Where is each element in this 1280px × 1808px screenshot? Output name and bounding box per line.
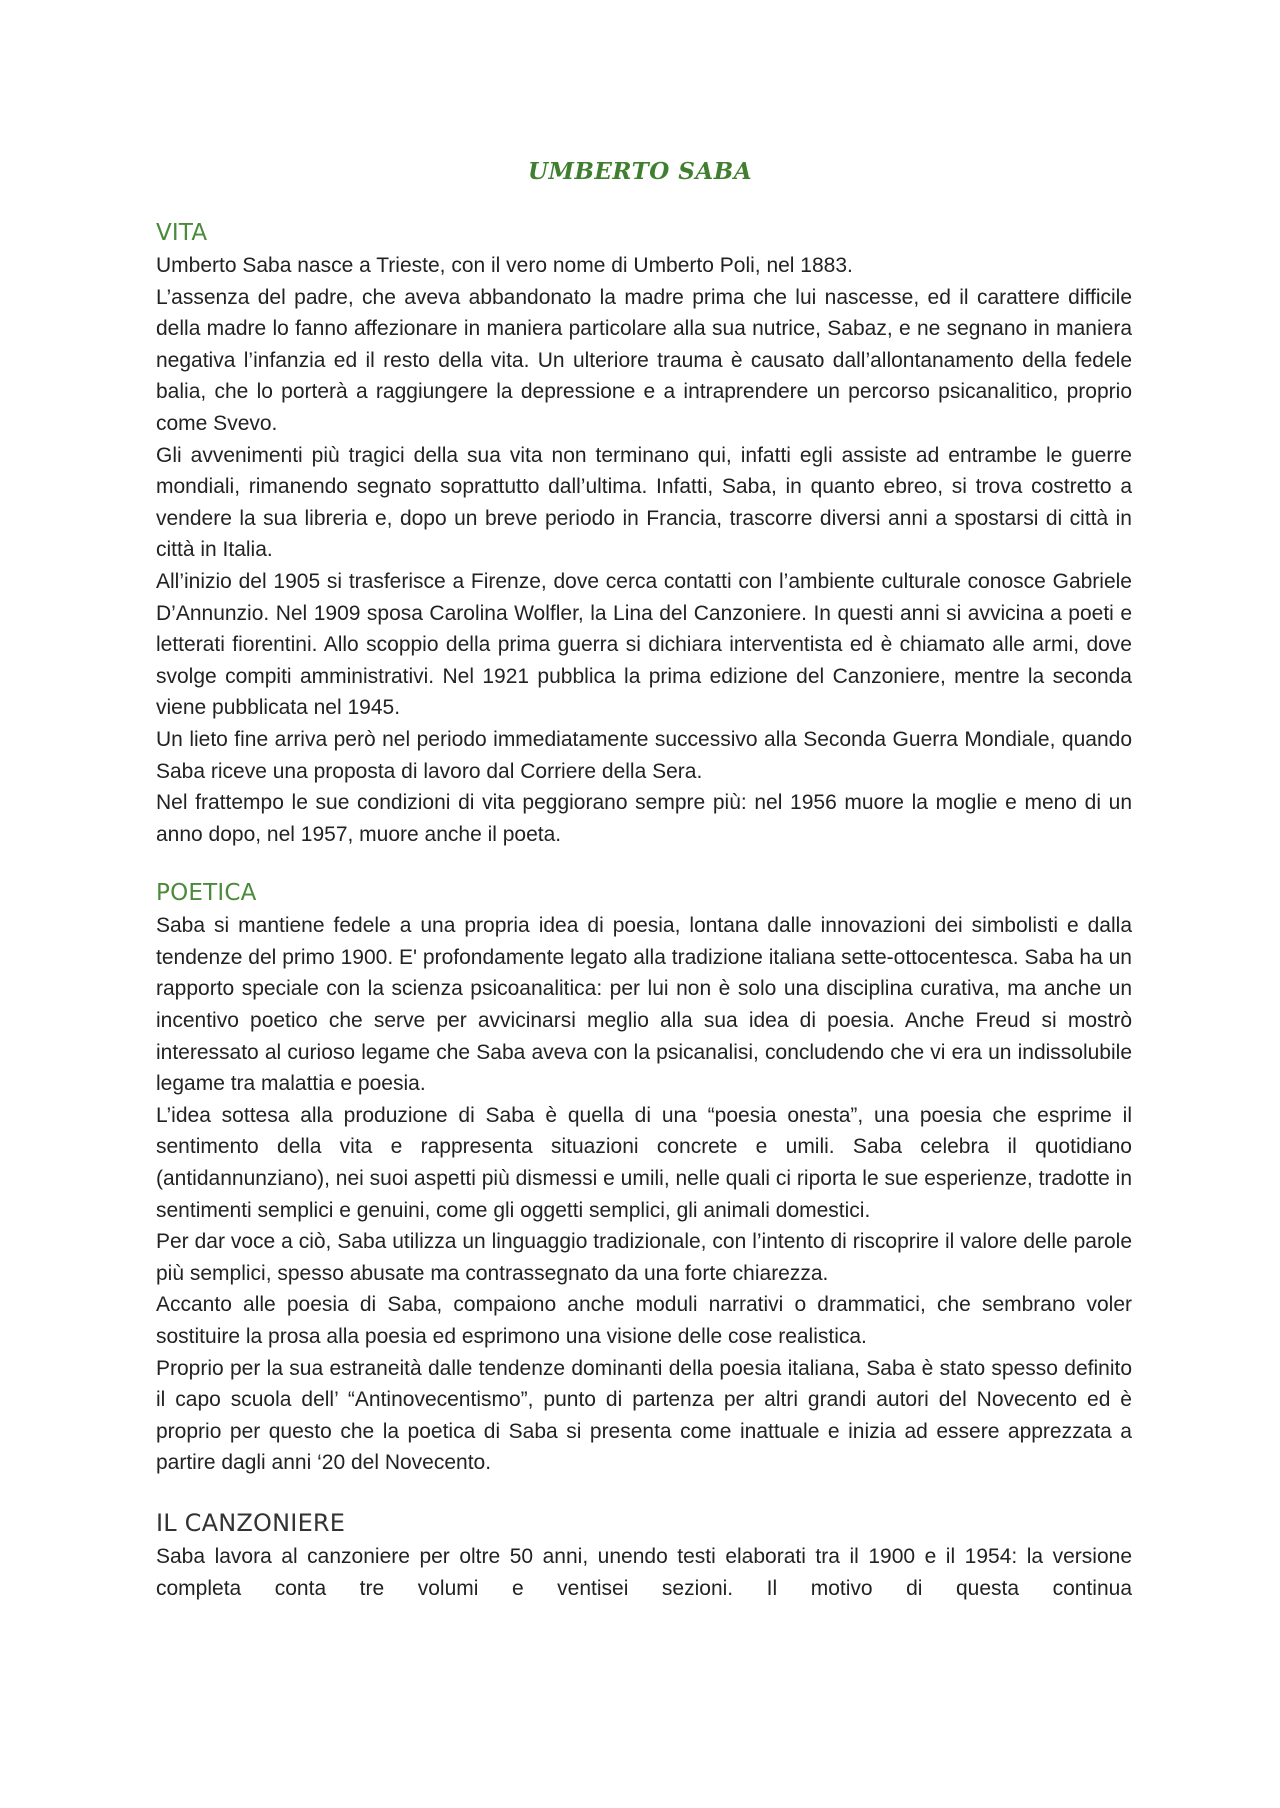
paragraph: Un lieto fine arriva però nel periodo immediatamente successivo alla Seconda Guerra Mondiale, quando Saba riceve una proposta di lavoro dal Corriere della Sera. [156,727,1132,783]
paragraph: Per dar voce a ciò, Saba utilizza un linguaggio tradizionale, con l’intento di riscoprire il valore delle parole più semplici, spesso abusate ma contrassegnato da una forte chiarezza. [156,1230,1132,1285]
section-heading-poetica: POETICA [156,880,257,907]
section-heading-il-canzoniere: IL CANZONIERE [156,1508,346,1537]
section-poetica [156,878,1132,1479]
section-il-canzoniere [156,1507,1132,1604]
document-title: UMBERTO SABA [527,158,753,185]
paragraph: Gli avvenimenti più tragici della sua vita non terminano qui, infatti egli assiste ad entrambe le guerre mondiali, rimanendo segnato soprattutto dall’ultima. Infatti, Saba, in quanto ebreo, si trova costretto a vendere la sua libreria e, dopo un breve periodo in Francia, trascorre diversi anni a spostarsi di città in città in Italia. [156,443,1132,562]
paragraph: Proprio per la sua estraneità dalle tendenze dominanti della poesia italiana, Saba è stato spesso definito il capo scuola dell’ “Antinovecentismo”, punto di partenza per altri grandi autori del Novecento ed è proprio per questo che la poetica di Saba si presenta come inattuale e inizia ad essere apprezzata a partire dagli anni ‘20 del Novecento. [156,1356,1132,1475]
paragraph: Nel frattempo le sue condizioni di vita peggiorano sempre più: nel 1956 muore la moglie e meno di un anno dopo, nel 1957, muore anche il poeta. [156,791,1132,846]
paragraph: Saba lavora al canzoniere per oltre 50 anni, unendo testi elaborati tra il 1900 e il 1954: la versione completa conta tre volumi e ventisei sezioni. Il motivo di questa continua [156,1544,1132,1600]
paragraph: Accanto alle poesia di Saba, compaiono anche moduli narrativi o drammatici, che sembrano voler sostituire la prosa alla poesia ed esprimono una visione delle cose realistica. [156,1293,1132,1348]
paragraph: L’assenza del padre, che aveva abbandonato la madre prima che lui nascesse, ed il carattere difficile della madre lo fanno affezionare in maniera particolare alla sua nutrice, Sabaz, e ne segnano in maniera negativa l’infanzia ed il resto della vita. Un ulteriore trauma è causato dall’allontanamento della fedele balia, che lo porterà a raggiungere la depressione e a intraprendere un percorso psicanalitico, proprio come Svevo. [156,285,1132,435]
paragraph: Umberto Saba nasce a Trieste, con il vero nome di Umberto Poli, nel 1883. [156,254,853,277]
paragraph: All’inizio del 1905 si trasferisce a Firenze, dove cerca contatti con l’ambiente culturale conosce Gabriele D’Annunzio. Nel 1909 sposa Carolina Wolfler, la Lina del Canzoniere. In questi anni si avvicina a poeti e letterati fiorentini. Allo scoppio della prima guerra si dichiara interventista ed è chiamato alle armi, dove svolge compiti amministrativi. Nel 1921 pubblica la prima edizione del Canzoniere, mentre la seconda viene pubblicata nel 1945. [156,569,1132,720]
paragraph: L’idea sottesa alla produzione di Saba è quella di una “poesia onesta”, una poesia che esprime il sentimento della vita e rappresenta situazioni concrete e umili. Saba celebra il quotidiano (antidannunziano), nei suoi aspetti più dismessi e umili, nelle quali ci riporta le sue esperienze, tradotte in sentimenti semplici e genuini, come gli oggetti semplici, gli animali domestici. [156,1103,1132,1222]
section-vita [156,218,1132,850]
section-heading-vita: VITA [156,220,208,246]
paragraph: Saba si mantiene fedele a una propria idea di poesia, lontana dalle innovazioni dei simbolisti e dalla tendenze del primo 1900. E' profondamente legato alla tradizione italiana sette-ottocentesca. Saba ha un rapporto speciale con la scienza psicoanalitica: per lui non è solo una disciplina curativa, ma anche un incentivo poetico che serve per avvicinarsi meglio alla sua idea di poesia. Anche Freud si mostrò interessato al curioso legame che Saba aveva con la psicanalisi, concludendo che vi era un indissolubile legame tra malattia e poesia. [156,914,1132,1096]
document-body [156,218,1132,1604]
